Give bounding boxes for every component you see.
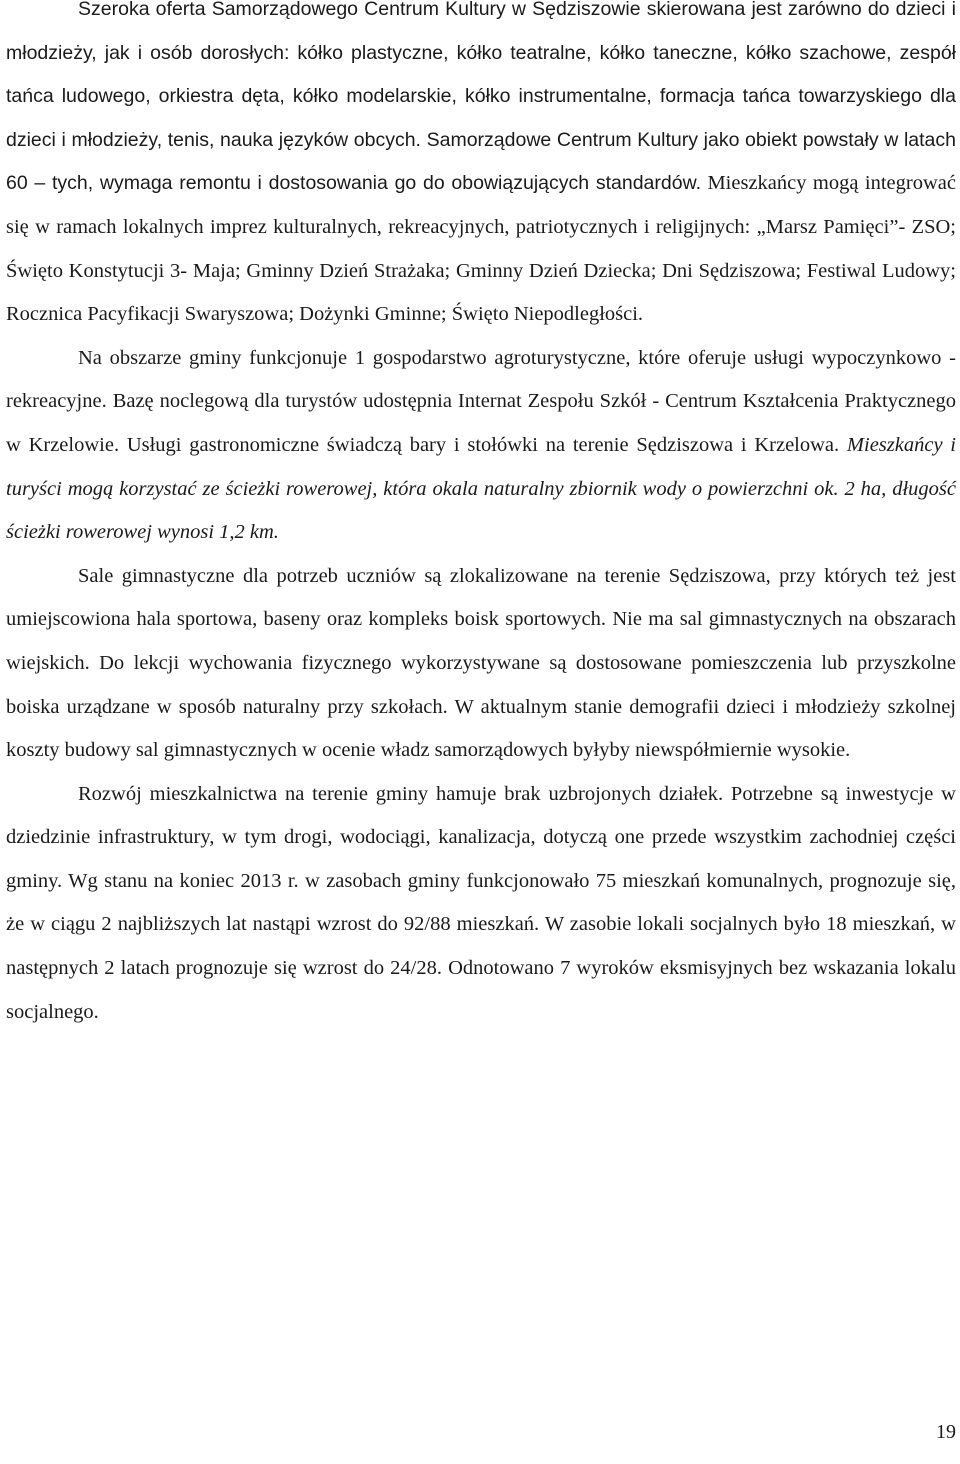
paragraph-sports-facilities: Sale gimnastyczne dla potrzeb uczniów są zlokalizowane na terenie Sędziszowa, przy których też jest umiejscowiona hala sportowa, baseny oraz kompleks boisk sportowych. Nie ma sal gimnastycznych na obszarach wiejskich. Do lekcji wychowania fizycznego wykorzystywane są dostosowane pomieszczenia lub przyszkolne boiska urządzane w sposób naturalny przy szkołach. W aktualnym stanie demografii dzieci i młodzieży szkolnej koszty budowy sal gimnastycznych w ocenie władz samorządowych byłyby niewspółmiernie wysokie. [6, 564, 956, 762]
paragraph-culture-center-offer-text: Szeroka oferta Samorządowego Centrum Kultury w Sędziszowie skierowana jest zarówno do dzieci i młodzieży, jak i osób dorosłych: kółko plastyczne, kółko teatralne, kółko taneczne, kółko szachowe, zespół tańca ludowego, orkiestra dęta, kółko modelarskie, kółko instrumentalne, formacja tańca towarzyskiego dla dzieci i młodzieży, tenis, nauka języków obcych. Samorządowe Centrum Kultury jako obiekt powstały w latach 60 – tych, wymaga remontu i dostosowania go do obowiązujących standardów. [6, 0, 956, 195]
page-number: 19 [936, 1421, 956, 1443]
paragraph-tourism-text: Na obszarze gminy funkcjonuje 1 gospodarstwo agroturystyczne, które oferuje usługi wypoczynkowo - rekreacyjne. Bazę noclegową dla turystów udostępnia Internat Zespołu Szkół - Centrum Kształcenia Praktycznego w Krzelowie. Usługi gastronomiczne świadczą bary i stołówki na terenie Sędziszowa i Krzelowa. [6, 346, 956, 456]
paragraph-housing: Rozwój mieszkalnictwa na terenie gminy hamuje brak uzbrojonych działek. Potrzebne są inwestycje w dziedzinie infrastruktury, w tym drogi, wodociągi, kanalizacja, dotyczą one przede wszystkim zachodniej części gminy. Wg stanu na koniec 2013 r. w zasobach gminy funkcjonowało 75 mieszkań komunalnych, prognozuje się, że w ciągu 2 najbliższych lat nastąpi wzrost do 92/88 mieszkań. W zasobie lokali socjalnych było 18 mieszkań, w następnych 2 latach prognozuje się wzrost do 24/28. Odnotowano 7 wyroków eksmisyjnych bez wskazania lokalu socjalnego. [6, 782, 956, 1023]
paragraph-tourism-bike-path-text: Mieszkańcy i turyści mogą korzystać ze ścieżki rowerowej, która okala naturalny zbiornik wody o powierzchni ok. 2 ha, długość ścieżki rowerowej wynosi 1,2 km. [6, 433, 956, 544]
paragraph-culture-center [6, 0, 956, 337]
paragraph-culture-center-events-text: Mieszkańcy mogą integrować się w ramach lokalnych imprez kulturalnych, rekreacyjnych, patriotycznych i religijnych: „Marsz Pamięci”- ZSO; Święto Konstytucji 3- Maja; Gminny Dzień Strażaka; Gminny Dzień Dziecka; Dni Sędziszowa; Festiwal Ludowy; Rocznica Pacyfikacji Swaryszowa; Dożynki Gminne; Święto Niepodległości. [6, 172, 956, 326]
paragraph-tourism [6, 337, 956, 555]
